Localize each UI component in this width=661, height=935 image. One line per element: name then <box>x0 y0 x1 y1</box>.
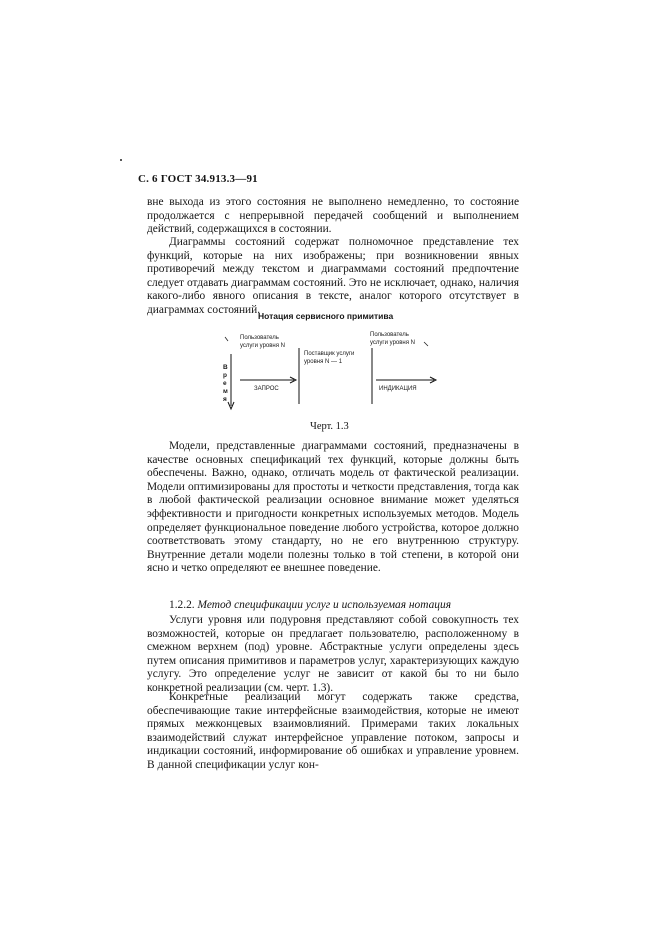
time-letter: р <box>223 372 227 379</box>
paragraph-5: Конкретные реализации могут содержать также средства, обеспечивающие такие интерфейсные взаимодействия, которые не имеют прямых межконцевых взаимовлияний. Примерами таких локальных взаимодействий служат интерфейсное управление потоком, запросы и индикации состояний, информирование об ошибках и управление уровнем. В данной спецификации услуг кон- <box>147 691 519 771</box>
figure-caption: Черт. 1.3 <box>310 421 349 432</box>
corner-tick <box>225 337 228 341</box>
time-letter: е <box>223 380 227 387</box>
time-letter: В <box>223 364 228 371</box>
user-n2-label-line2: услуги уровня N <box>370 340 415 346</box>
section-title: Метод спецификации услуг и используемая нотация <box>197 599 451 611</box>
provider-label-line2: уровня N — 1 <box>304 359 343 365</box>
request-label: ЗАПРОС <box>254 386 279 392</box>
page-header: С. 6 ГОСТ 34.913.3—91 <box>138 173 258 185</box>
indication-label: ИНДИКАЦИЯ <box>379 386 417 392</box>
figure-title: Нотация сервисного примитива <box>258 311 394 321</box>
section-heading <box>169 599 451 611</box>
paragraph-4: Услуги уровня или подуровня представляют собой совокупность тех возможностей, которые он предлагает пользователю, расположенному в смежном верхнем (под) уровне. Абстрактные услуги определены здесь путем описания примитивов и параметров услуг, характеризующих каждую услугу. Это определение услуг не зависит от какой бы то ни было конкретной реализации (см. черт. 1.3). <box>147 614 519 694</box>
user-n-label-line1: Пользователь <box>240 335 279 341</box>
paragraph-3: Модели, представленные диаграммами состояний, предназначены в качестве основных спецификаций тех функций, которые должны быть обеспечены. Важно, однако, отличать модель от фактической реализации. Модели оптимизированы для простоты и четкости представления, тогда как в любой фактической реализации основное внимание может уделяться эффективности и пригодности конкретных используемых методов. Модель определяет функциональное поведение любого устройства, которое должно соответствовать этому стандарту, но не его внутреннюю структуру. Внутренние детали модели полезны только в той степени, в которой они ясно и четко определяют ее внешнее поведение. <box>147 440 519 575</box>
time-letter: я <box>223 396 227 403</box>
user-n-label-line2: услуги уровня N <box>240 343 285 349</box>
provider-label-line1: Поставщик услуги <box>304 351 355 357</box>
section-number: 1.2.2. <box>169 599 195 611</box>
time-letter: м <box>223 388 228 395</box>
speck <box>120 159 122 161</box>
paragraph-2: Диаграммы состояний содержат полномочное представление тех функций, которые на них изображены; при возникновении явных противоречий между текстом и диаграммами состояний предпочтение следует отдавать диаграммам состояний. Это не исключает, однако, наличия какого-либо явного описания в тексте, аналог которого отсутствует в диаграммах состояний. <box>147 236 519 316</box>
user-n2-label-line1: Пользователь <box>370 332 409 338</box>
right-tick <box>424 342 428 346</box>
paragraph-1: вне выхода из этого состояния не выполнено немедленно, то состояние продолжается с непрерывной передачей сообщений и выполнением действий, содержащихся в состоянии. <box>147 196 519 236</box>
service-primitive-diagram <box>220 328 440 414</box>
